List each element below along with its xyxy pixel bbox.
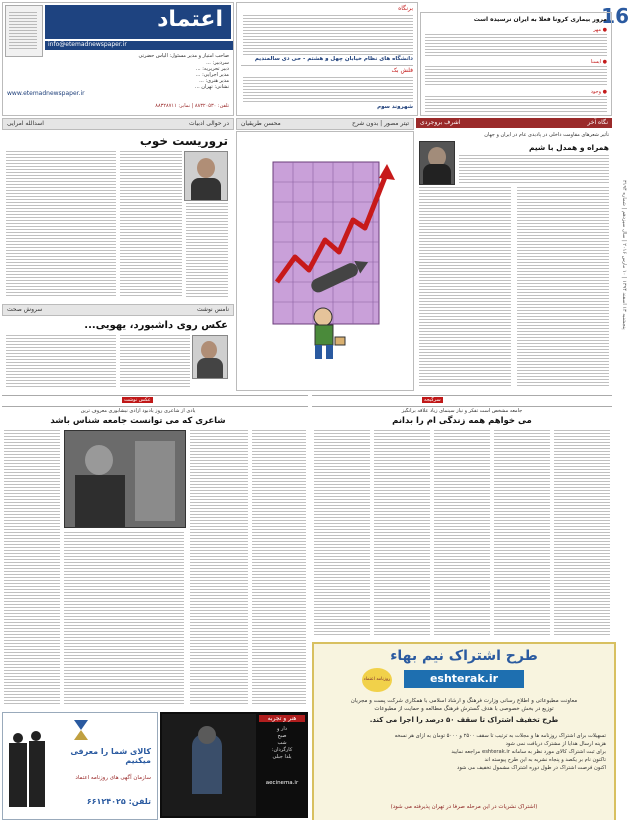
masthead-website: www.etemadnewspaper.ir	[7, 90, 85, 97]
akhar-tag: نگاه آخر	[587, 119, 608, 126]
masthead-staff: سردبیر: ... دبیر تحریریه: ... مدیر اجرایی: ... مدیر هنری: ... نشانی: تهران ...	[194, 60, 229, 90]
cinema-ad	[160, 712, 308, 818]
sub-ad-title: طرح اشتراک نیم بهاء	[390, 648, 538, 664]
sub-ad-bullet: تسهیلات برای اشتراک روزنامه ها و مجلات به ترتیب تا سقف ۲۵۰۰ و ۵۰۰۰ تومان به ازای هر نسخه	[394, 733, 606, 739]
akhar-author: اشرف بروجردی	[420, 119, 461, 126]
masthead-email: info@etemadnewspaper.ir	[45, 41, 234, 50]
section-header-left	[2, 395, 308, 407]
sub-ad-footer: (اشتراک نشریات در این مرحله صرفا در تهران پذیرفته می شود)	[390, 804, 538, 810]
mid-left-tag: عکس نوشت	[124, 397, 151, 403]
page-number: 16	[601, 4, 629, 28]
goods-headline: کالای شما را معرفی میکنیم	[70, 747, 151, 765]
akhar-title: همراه و همدل با شیم	[528, 143, 609, 152]
goods-phone: تلفن: ۶۶۱۲۴۰۲۵	[86, 797, 151, 806]
left-top-portrait	[184, 151, 228, 201]
top-news-panel	[420, 12, 612, 116]
left-mid-article	[2, 317, 232, 389]
mid-right-tag: سرگیجه	[424, 397, 441, 403]
cinema-lines: دار و صبح شب کارگردان: یلدا جبلی	[271, 726, 293, 760]
masthead-contact: تلفن: ۸۸۳۲۰۵۳۰ | نمابر: ۸۸۳۲۸۷۱۱	[155, 103, 229, 109]
sub-ad-bullet: اکنون فرصت اشتراک در طول دوره اشتراک مشمول تخفیف می شود	[457, 765, 606, 771]
cinema-site[interactable]: aecinema.ir	[265, 780, 299, 786]
sub-ad-bullet: برای ثبت اشتراک کالای مورد نظر به سامانه eshterak.ir مراجعه نمایید	[451, 749, 606, 755]
brief-title: شهروند سوم	[377, 104, 413, 110]
akhar-article	[416, 131, 612, 389]
briefs-panel	[236, 2, 418, 116]
mid-right-kicker: جامعه مشخص است تفکر و نیاز سینمای زیاد علاقه برانگیز	[401, 408, 523, 414]
column-header-left-mid	[2, 304, 234, 316]
akhar-kicker: تأثیر شعرهای مقاومت داخلی در پادیدی عام در ایران و جهان	[484, 132, 609, 138]
hourglass-icon	[73, 719, 89, 741]
poet-photo	[64, 430, 186, 528]
mid-right-title: می خواهم همه زندگی ام را بدانم	[392, 416, 532, 426]
goods-ad	[2, 712, 158, 820]
column-header-akhar	[416, 118, 612, 128]
left-mid-portrait	[192, 335, 228, 379]
cartoon-artist: محسن طریقیان	[241, 120, 281, 127]
masthead-thumbnail	[5, 5, 43, 57]
mid-left-title: شاعری که می توانست جامعه شناس باشد	[50, 416, 226, 426]
sub-ad-bullet: تاکنون نام بر یکصد و پنجاه نشریه به این طرح پیوسته اند	[484, 757, 606, 763]
sub-ad-bullet: هزینه ارسال هدایا از مشترک دریافت نمی شود	[505, 741, 606, 747]
top-news-bullet: ● مهر	[593, 27, 607, 33]
left-mid-title: عکس روی داشبورد، یهویی...	[84, 320, 228, 331]
date-strip: پنجشنبه ۱۳ اسفند ۱۳۹۴ | ۱۰ مارس ۲۰۱۶ | سال سیزدهم | شماره ۳۱۹۴	[621, 180, 627, 330]
column-header-cartoon	[236, 118, 414, 130]
goods-sub: سازمان آگهی های روزنامه اعتماد	[75, 775, 151, 781]
left-section: در حوالی ادبیات	[189, 120, 229, 127]
column-header-left	[2, 118, 234, 130]
newspaper-logo: اعتماد	[157, 7, 223, 32]
masthead-subtitle: صاحب امتیاز و مدیر مسئول: الیاس حضرتی	[138, 53, 229, 59]
subscription-ad	[312, 642, 616, 820]
brief-tag: برنگاه	[398, 5, 413, 12]
sub-ad-line1: معاونت مطبوعاتی و اطلاع رسانی وزارت فرهنگ و ارشاد اسلامی با همکاری شرکت پست و مجریان	[350, 698, 578, 704]
top-news-bullet: ● ایسنا	[590, 59, 607, 65]
left-mid-section: نامس نوشت	[197, 306, 229, 313]
top-news-title: مرور بیماری کرونا فعلا به ایران نرسیده است	[473, 16, 607, 23]
masthead	[2, 2, 234, 116]
cartoon-illustration	[237, 132, 413, 390]
left-top-article	[2, 131, 232, 301]
mid-left-kicker: یادی از شاعری روز یادبود آزادی نیشابوری معروف ترین	[80, 408, 196, 414]
sub-ad-badge: روزنامه اعتماد	[362, 668, 392, 692]
left-author-tag: اسدالله امرایی	[7, 120, 44, 127]
cartoon-panel	[236, 131, 414, 391]
sub-ad-bullets	[322, 732, 606, 772]
mid-left-article	[2, 408, 308, 708]
akhar-portrait	[419, 141, 455, 185]
left-mid-author-tag: سروش صحت	[7, 306, 43, 313]
sub-ad-site[interactable]: eshterak.ir	[404, 670, 524, 688]
section-header-right	[312, 395, 612, 407]
masthead-banner	[45, 5, 231, 39]
cinema-title: هنر و تجربه	[259, 715, 305, 722]
top-news-bullet: ● وجود	[590, 89, 607, 95]
mid-right-article	[312, 408, 612, 638]
cartoon-tag: تیتر مصور | بدون شرح	[352, 120, 409, 127]
left-top-title: تروریست خوب	[139, 134, 228, 148]
goods-figures	[9, 727, 49, 815]
cinema-poster	[162, 714, 256, 816]
brief-title: دانشگاه های نظام خیابان چهل و هشتم - حی دی سالمندیم	[254, 56, 413, 62]
sub-ad-headline: طرح تخفیف اشتراک تا سقف ۵۰ درصد را اجرا می کند.	[369, 716, 559, 724]
brief-tag: فلش بک	[391, 67, 413, 74]
sub-ad-line2: توزیع در بخش خصوصی با هدف گسترش فرهنگ مطالعه و حمایت از مطبوعات	[374, 706, 554, 712]
